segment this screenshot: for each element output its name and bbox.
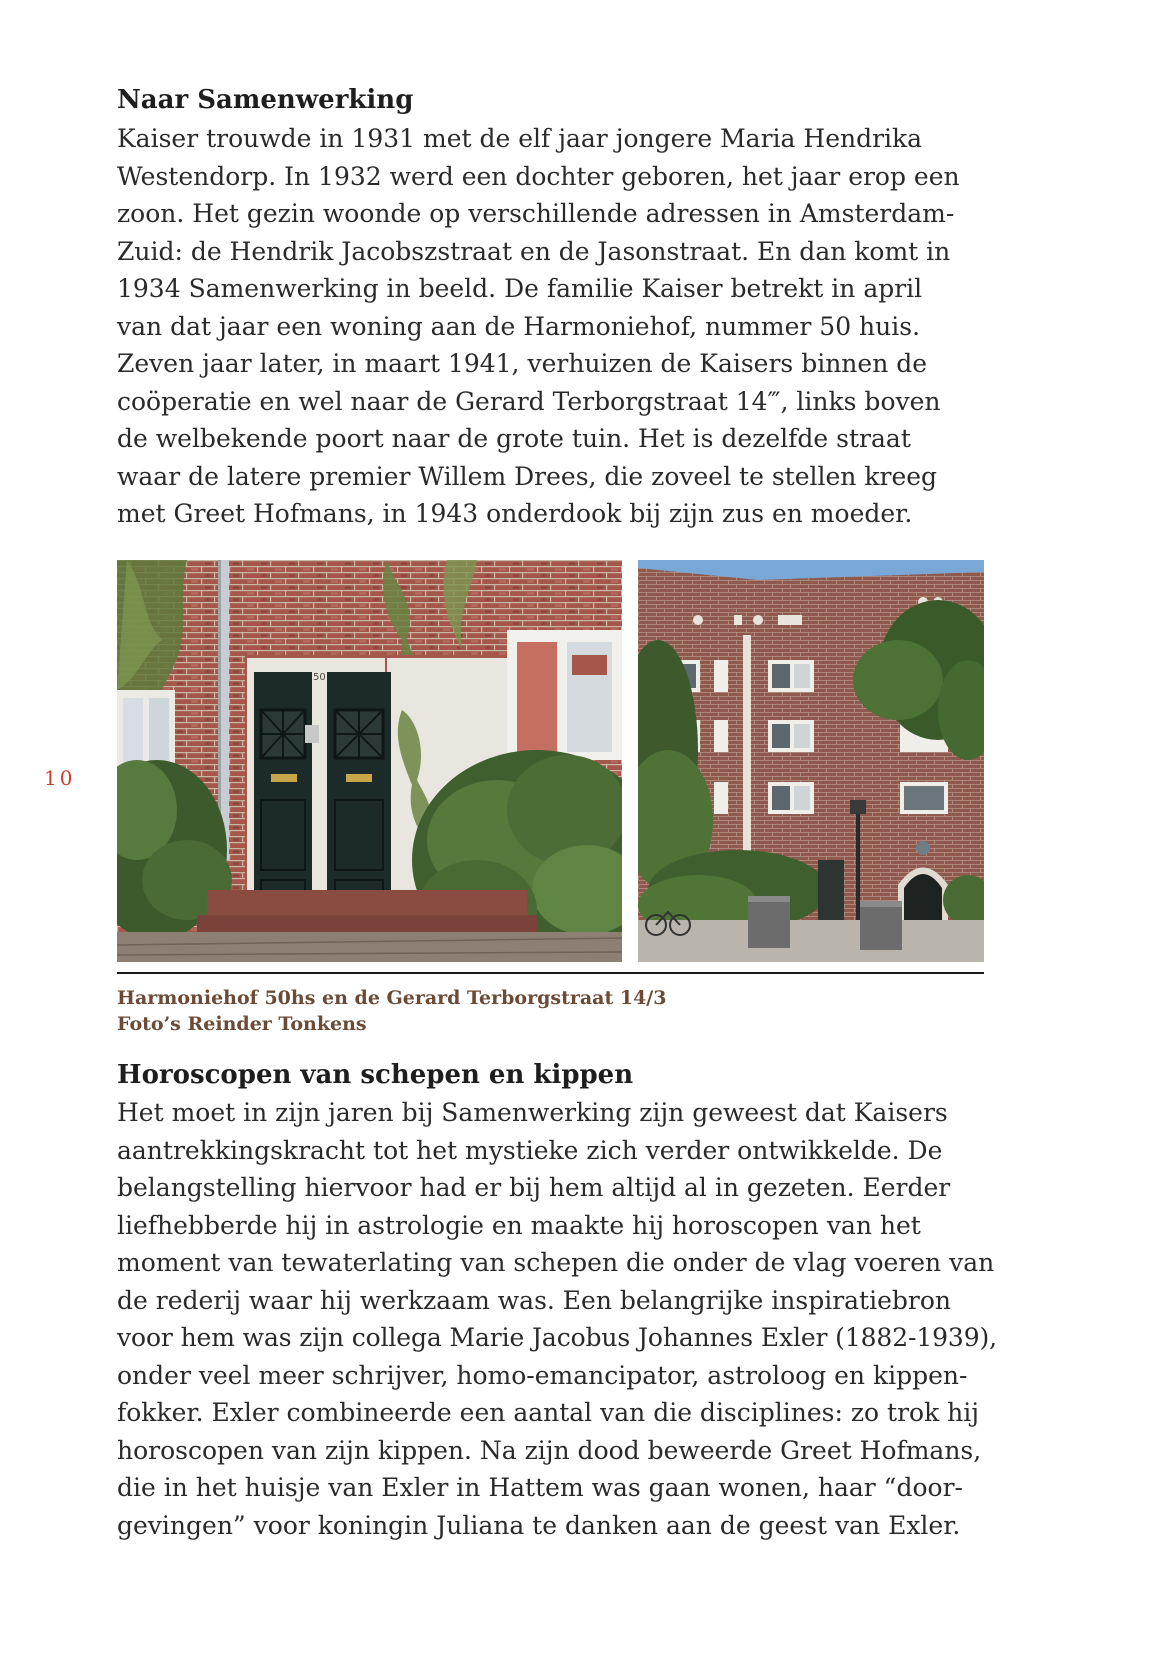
text-line: die in het huisje van Exler in Hattem was gaan wonen, haar “door-	[117, 1473, 963, 1502]
caption-divider	[117, 972, 984, 974]
photo-terborgstraat-illustration	[638, 560, 984, 962]
text-line: van dat jaar een woning aan de Harmoniehof, nummer 50 huis.	[117, 311, 921, 341]
text-line: moment van tewaterlating van schepen die onder de vlag voeren van	[117, 1248, 995, 1277]
text-line: Zuid: de Hendrik Jacobszstraat en de Jasonstraat. En dan komt in	[117, 236, 951, 266]
photo-caption	[117, 985, 666, 1037]
photo-harmoniehof-doors	[117, 560, 622, 962]
text-line: voor hem was zijn collega Marie Jacobus Johannes Exler (1882-1939),	[117, 1323, 997, 1352]
photo-terborgstraat-building	[638, 560, 984, 962]
text-line: Het moet in zijn jaren bij Samenwerking zijn geweest dat Kaisers	[117, 1098, 948, 1127]
text-line: de welbekende poort naar de grote tuin. Het is dezelfde straat	[117, 424, 911, 453]
text-line: belangstelling hiervoor had er bij hem altijd al in gezeten. Eerder	[117, 1173, 951, 1202]
section-heading-samenwerking: Naar Samenwerking	[117, 85, 414, 115]
text-line: onder veel meer schrijver, homo-emancipator, astroloog en kippen-	[117, 1360, 968, 1390]
text-line: 1934 Samenwerking in beeld. De familie Kaiser betrekt in april	[117, 274, 923, 303]
text-line: waar de latere premier Willem Drees, die zoveel te stellen kreeg	[117, 461, 938, 491]
text-line: zoon. Het gezin woonde op verschillende adressen in Amsterdam-	[117, 199, 955, 228]
body-paragraph-samenwerking	[117, 120, 1017, 533]
caption-location: Harmoniehof 50hs en de Gerard Terborgstraat 14/3	[117, 987, 667, 1009]
text-line: fokker. Exler combineerde een aantal van die disciplines: zo trok hij	[117, 1398, 980, 1427]
text-line: met Greet Hofmans, in 1943 onderdook bij zijn zus en moeder.	[117, 499, 913, 528]
body-paragraph-horoscopen	[117, 1094, 1017, 1544]
page-number: 10	[44, 766, 76, 790]
house-number-label: 50	[313, 672, 326, 683]
text-line: liefhebberde hij in astrologie en maakte hij horoscopen van het	[117, 1210, 921, 1240]
text-line: Kaiser trouwde in 1931 met de elf jaar jongere Maria Hendrika	[117, 124, 923, 153]
photo-harmoniehof-illustration	[117, 560, 622, 962]
caption-credit: Foto’s Reinder Tonkens	[117, 1013, 367, 1035]
text-line: horoscopen van zijn kippen. Na zijn dood beweerde Greet Hofmans,	[117, 1435, 982, 1465]
text-line: aantrekkingskracht tot het mystieke zich verder ontwikkelde. De	[117, 1135, 943, 1165]
text-line: gevingen” voor koningin Juliana te danken aan de geest van Exler.	[117, 1510, 961, 1540]
text-line: coöperatie en wel naar de Gerard Terborgstraat 14‴, links boven	[117, 386, 941, 416]
text-line: Westendorp. In 1932 werd een dochter geboren, het jaar erop een	[117, 161, 960, 191]
text-line: Zeven jaar later, in maart 1941, verhuizen de Kaisers binnen de	[117, 349, 928, 378]
text-line: de rederij waar hij werkzaam was. Een belangrijke inspiratiebron	[117, 1285, 951, 1315]
section-heading-horoscopen: Horoscopen van schepen en kippen	[117, 1060, 634, 1090]
